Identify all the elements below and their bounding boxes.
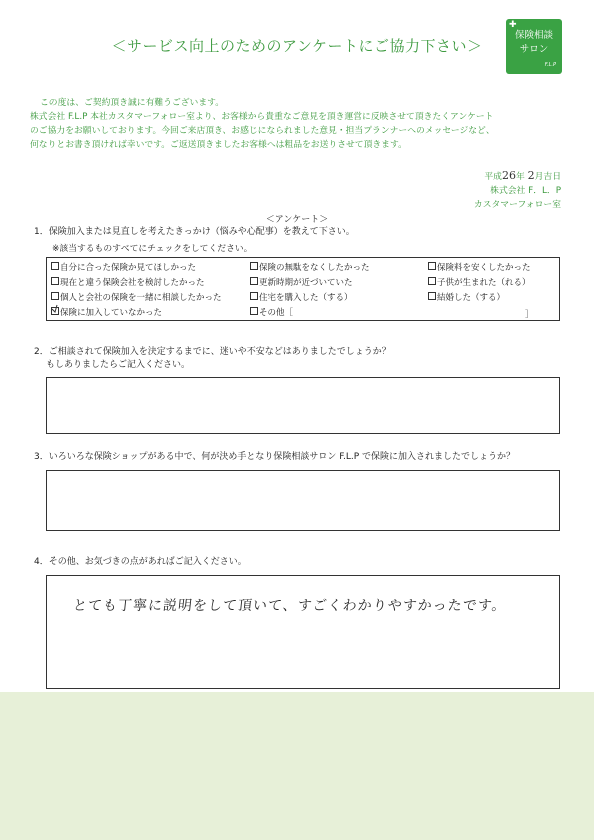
intro-line: この度は、ご契約頂き誠に有難うございます。 [40, 98, 225, 108]
option-label: 更新時期が近づいていた [259, 278, 353, 288]
question-2-line2: もしありましたらご記入ください。 [46, 360, 191, 370]
plus-icon: ✚ [509, 20, 517, 30]
date-suffix: 月吉日 [534, 172, 561, 182]
signature-block [474, 169, 561, 212]
date-year-suffix: 年 [515, 172, 525, 182]
option-item[interactable] [428, 261, 531, 273]
option-label: その他［ [259, 308, 294, 318]
answer-box-q2[interactable] [46, 377, 560, 434]
answer-box-q4[interactable] [46, 575, 560, 689]
checkbox[interactable] [51, 307, 59, 315]
intro-line: 何なりとお書き頂ければ幸いです。ご返送頂きましたお客様へは粗品をお送りさせて頂きます。 [30, 140, 407, 150]
option-item[interactable] [250, 276, 353, 288]
logo-line2: サロン [519, 44, 549, 55]
checkbox[interactable] [428, 262, 436, 270]
logo-line1: 保険相談 [514, 30, 553, 41]
option-item[interactable] [428, 291, 505, 303]
department-name: カスタマーフォロー室 [473, 200, 561, 210]
checkbox[interactable] [250, 277, 258, 285]
option-item[interactable] [428, 276, 531, 288]
checkbox[interactable] [51, 262, 59, 270]
question-1: 1．保険加入または見直しを考えたきっかけ（悩みや心配事）を教えて下さい。 [34, 227, 355, 237]
date-line [474, 169, 561, 184]
option-label: 結婚した（する） [437, 293, 506, 303]
checkbox[interactable] [51, 277, 59, 285]
option-item[interactable] [250, 306, 293, 318]
brand-logo [506, 19, 562, 74]
checkbox[interactable] [250, 307, 258, 315]
checkbox[interactable] [250, 292, 258, 300]
date-year-handwritten: 26 [501, 169, 516, 182]
checkbox[interactable] [428, 292, 436, 300]
option-item[interactable] [51, 291, 222, 303]
question-2-line1: 2．ご相談されて保険加入を決定するまでに、迷いや不安などはありましたでしょうか？ [34, 347, 391, 357]
checkbox[interactable] [51, 292, 59, 300]
option-label: 子供が生まれた（れる） [437, 278, 531, 288]
check-mark-icon [51, 304, 61, 314]
option-label: 住宅を購入した（する） [259, 293, 353, 303]
option-item[interactable] [51, 276, 205, 288]
handwritten-answer: とても丁寧に説明をして頂いて、すごくわかりやすかったです。 [72, 598, 508, 614]
page-title: ＜サービス向上のためのアンケートにご協力下さい＞ [111, 37, 483, 55]
date-era: 平成 [484, 172, 502, 182]
option-item[interactable] [250, 261, 370, 273]
option-item[interactable] [250, 291, 353, 303]
question-3: 3．いろいろな保険ショップがある中で、何が決め手となり保険相談サロン F.L.P で保険に加入されましたでしょうか？ [34, 452, 515, 462]
survey-heading: ＜アンケート＞ [265, 215, 329, 225]
option-label: 現在と違う保険会社を検討したかった [60, 278, 205, 288]
option-label: 保険に加入していなかった [60, 308, 163, 318]
checkbox[interactable] [250, 262, 258, 270]
option-label: 保険料を安くしたかった [437, 263, 531, 273]
intro-line: 株式会社 F.L.P 本社カスタマーフォロー室より、お客様から貴重なご意見を頂き運営に反映させて頂きたくアンケート [30, 112, 494, 122]
answer-box-q3[interactable] [46, 470, 560, 531]
option-item[interactable] [51, 261, 196, 273]
option-label: 個人と会社の保険を一緒に相談したかった [60, 293, 222, 303]
company-name: 株式会社 F．L．P [490, 186, 561, 196]
question-2 [34, 346, 391, 372]
intro-line: のご協力をお願いしております。今回ご来店頂き、お感じになられました意見・担当プランナーへのメッセージなど、 [30, 126, 495, 136]
option-label: 保険の無駄をなくしたかった [259, 263, 370, 273]
option-label: 自分に合った保険か見てほしかった [60, 263, 197, 273]
checkbox[interactable] [428, 277, 436, 285]
logo-line3: F.L.P [544, 62, 556, 68]
question-1-note: ※該当するものすべてにチェックをしてください。 [52, 244, 253, 254]
date-month-handwritten: 2 [527, 169, 535, 182]
intro-text [30, 96, 495, 152]
other-close-bracket: ］ [525, 310, 534, 320]
option-item[interactable] [51, 306, 162, 318]
footer-band [0, 692, 594, 840]
question-4: 4．その他、お気づきの点があればご記入ください。 [34, 557, 247, 567]
